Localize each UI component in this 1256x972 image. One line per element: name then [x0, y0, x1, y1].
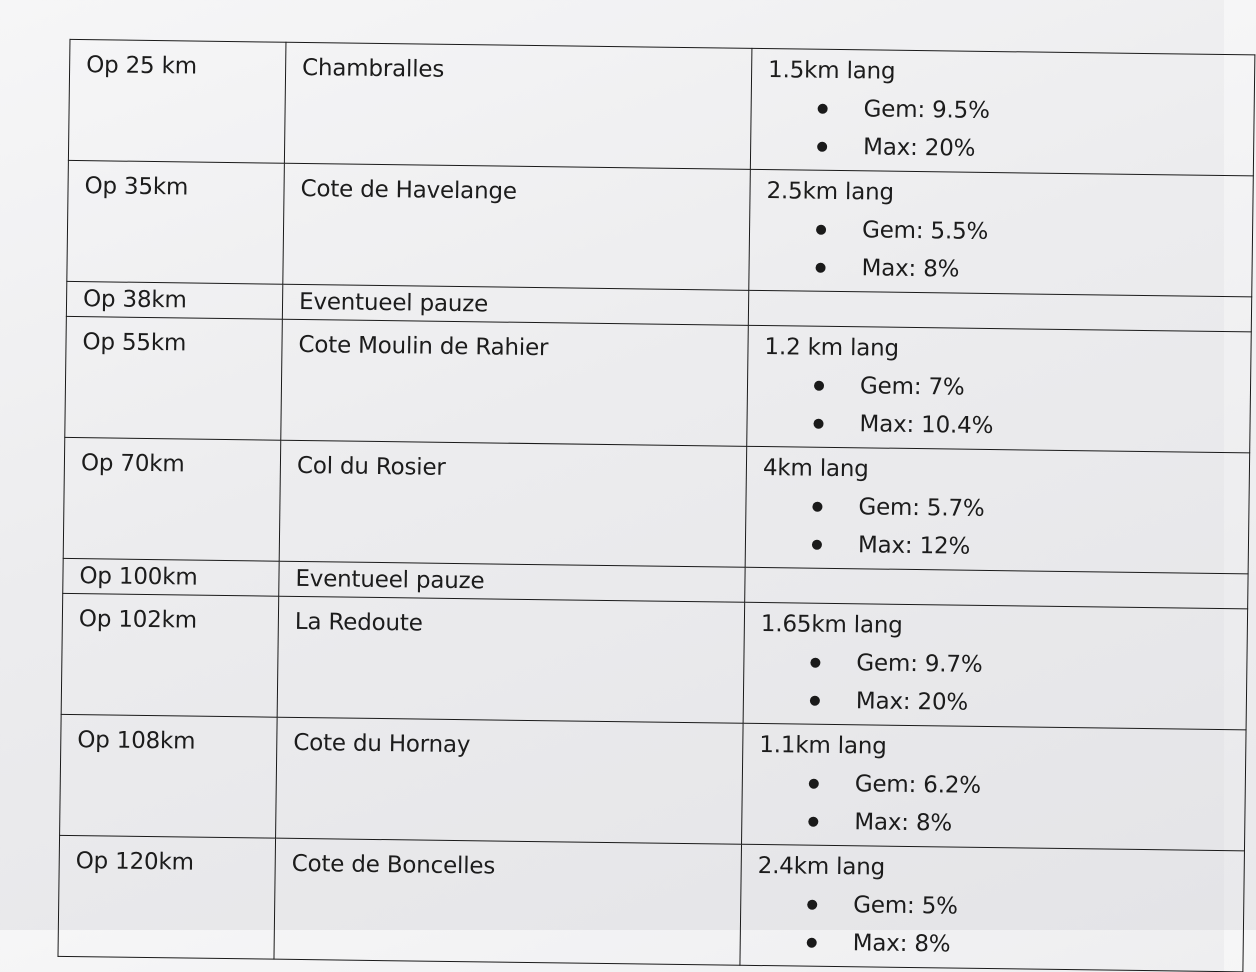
bullet-icon — [818, 104, 828, 114]
climb-info-cell — [747, 325, 1252, 453]
distance-cell: Op 38km — [66, 281, 282, 319]
climb-info-cell — [742, 723, 1247, 851]
distance-cell: Op 100km — [63, 558, 279, 596]
climb-length: 1.5km lang — [767, 57, 896, 85]
distance-cell: Op 108km — [60, 714, 278, 838]
bullet-icon — [809, 779, 819, 789]
table-row — [63, 437, 1249, 574]
climb-name-cell: Cote de Havelange — [283, 163, 751, 290]
bullet-icon — [807, 938, 817, 948]
max-gradient: Max: 10.4% — [763, 404, 1235, 448]
bullet-icon — [812, 540, 822, 550]
max-gradient: Max: 20% — [760, 681, 1232, 725]
max-gradient: Max: 12% — [762, 525, 1234, 569]
climb-stats-list — [756, 885, 1229, 967]
climb-name-cell: Chambralles — [284, 42, 752, 169]
bullet-icon — [816, 263, 826, 273]
average-gradient: Gem: 5.5% — [766, 210, 1238, 254]
bullet-icon — [816, 225, 826, 235]
climb-name-cell: Cote du Hornay — [276, 717, 744, 844]
distance-cell: Op 35km — [67, 160, 285, 284]
max-gradient: Max: 8% — [765, 248, 1237, 292]
bullet-icon — [817, 142, 827, 152]
bullet-icon — [807, 900, 817, 910]
climb-stats-list — [767, 89, 1240, 171]
table-row — [68, 39, 1254, 176]
distance-cell: Op 70km — [63, 437, 281, 561]
distance-cell: Op 102km — [61, 593, 279, 717]
distance-cell: Op 120km — [58, 835, 276, 959]
climb-info-cell — [743, 602, 1248, 730]
average-gradient: Gem: 5% — [757, 885, 1229, 929]
climb-length: 1.65km lang — [760, 611, 903, 639]
average-gradient: Gem: 5.7% — [762, 487, 1234, 531]
average-gradient: Gem: 9.5% — [767, 89, 1239, 133]
table-row — [58, 835, 1244, 972]
climb-length: 1.2 km lang — [764, 334, 900, 362]
climb-name-cell: Cote de Boncelles — [274, 838, 742, 965]
climb-length: 4km lang — [762, 455, 869, 483]
table-row — [67, 160, 1253, 297]
distance-cell: Op 25 km — [68, 39, 286, 163]
climb-stats-list — [765, 210, 1238, 292]
average-gradient: Gem: 9.7% — [760, 643, 1232, 687]
climb-name-cell: Col du Rosier — [279, 440, 747, 567]
climb-info-cell — [749, 169, 1254, 297]
average-gradient: Gem: 6.2% — [759, 764, 1231, 808]
bullet-icon — [814, 381, 824, 391]
climb-stats-list — [762, 487, 1235, 569]
climb-stats-list — [760, 643, 1233, 725]
bullet-icon — [812, 502, 822, 512]
climb-length: 2.4km lang — [757, 852, 886, 881]
max-gradient: Max: 8% — [756, 923, 1228, 967]
table-row — [61, 593, 1247, 730]
bullet-icon — [813, 419, 823, 429]
bullet-icon — [810, 658, 820, 668]
climb-stats-list — [763, 366, 1236, 448]
average-gradient: Gem: 7% — [764, 366, 1236, 410]
route-table — [57, 39, 1255, 972]
bullet-icon — [808, 817, 818, 827]
climb-name-cell: La Redoute — [277, 596, 745, 723]
table-row — [65, 316, 1251, 453]
climb-info-cell — [750, 48, 1255, 176]
climb-name-cell: Cote Moulin de Rahier — [281, 319, 749, 446]
distance-cell: Op 55km — [65, 316, 283, 440]
climb-stats-list — [758, 764, 1231, 846]
table-row — [60, 714, 1246, 851]
max-gradient: Max: 8% — [758, 802, 1230, 846]
bullet-icon — [810, 696, 820, 706]
pause-cell: Eventueel pauze — [282, 284, 748, 325]
pause-cell: Eventueel pauze — [279, 561, 745, 602]
climb-info-cell — [745, 446, 1250, 574]
climb-length: 2.5km lang — [766, 178, 895, 206]
climb-length: 1.1km lang — [759, 732, 887, 760]
climb-info-cell — [740, 844, 1245, 972]
max-gradient: Max: 20% — [767, 127, 1239, 171]
